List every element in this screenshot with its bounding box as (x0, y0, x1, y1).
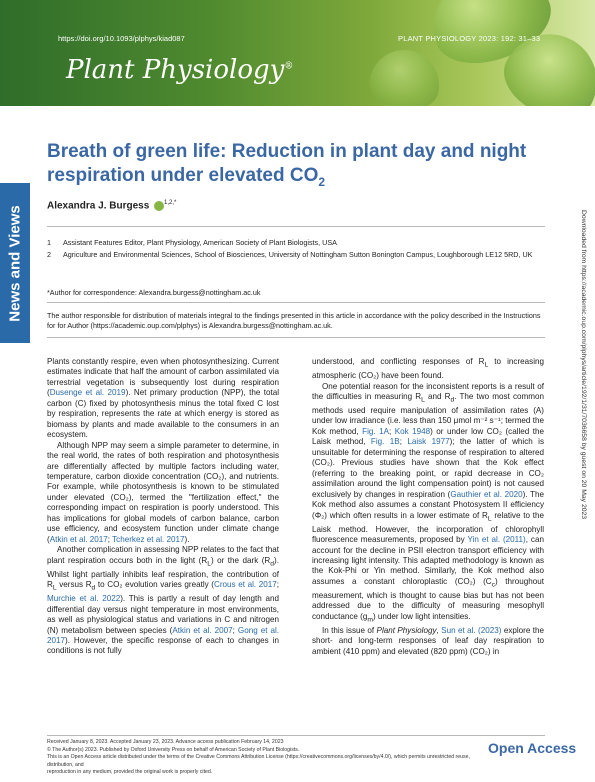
article-title (47, 140, 547, 194)
journal-logo-text: Plant Physiology (66, 55, 285, 85)
body-column-left: Plants constantly respire, even when photosynthesizing. Current estimates indicate that half the amount of carbon assimilated via terrestrial vegetation is subsequently lost during respiration (Dusenge et al. 2019). Net primary production (NPP), the total carbon (C) fixed by photosynthesis minus the total fixed C lost by respiration, represents the rate at which energy is stored as biomass by plants and made available to the consumers in an ecosystem. Although NPP may seem a simple parameter to determine, in the real world, the rates of both respiration and photosynthesis are differentially affected by multiple factors including water, temperature, carbon dioxide concentration (CO₂), and nutrients. For example, while photosynthesis is known to be stimulated under elevated (CO₂), termed the "fertilization effect," the corresponding impact on respiration is poorly understood. This has implications for global models of carbon balance, carbon use efficiency, and ecosystem function under climate change (Atkin et al. 2017; Tcherkez et al. 2017). Another complication in assessing NPP relates to the fact that plant respiration occurs both in the light $(R_L)$ or the dark $(R_d)$. Whilst light partially inhibits leaf respiration, the contribution of $R_L$ versus $R_d$ to CO₂ evolution varies greatly (Crous et al. 2017; Murchie et al. 2022). This is partly a result of day length and differential day versus night temperature in most environments, as well as physiological status and variations in C and nitrogen (N) metabolism between species (Atkin et al. 2007; Gong et al. 2017). However, the specific response of each to changes in conditions is not fully (47, 357, 280, 656)
affiliation-text: Agriculture and Environmental Sciences, School of Biosciences, University of Nottingham Sutton Bonington Campus, Loughborough LE12 5RD, UK (63, 250, 533, 259)
divider (47, 226, 545, 227)
author-name[interactable]: Alexandra J. Burgess (47, 200, 150, 212)
footer-line: reproduction in any medium, provided the original work is properly cited. (47, 769, 213, 775)
body-column-right: understood, and conflicting responses of $R_L$ to increasing atmospheric (CO₂) have been found. One potential reason for the inconsistent reports is a result of the difficulties in measuring $R_L$ and $R_d$. The two most common methods used require manipulation of assimilation rates (A) under low irradiance (i.e. less than 150 μmol m⁻² s⁻¹; termed the Kok method, Fig. 1A; Kok 1948) or under low CO₂ (called the Laisk method, Fig. 1B; Laisk 1977); the latter of which is unsuitable for determining the response of respiration to altered (CO₂). Previous studies have shown that the Kok effect (referring to the breaking point, or rapid decrease in CO₂ assimilation around the light compensation point) is not caused exclusively by changes in respiration (Gauthier et al. 2020). The Kok method also assumes a constant Photosystem II efficiency (Φ₂) which often results in a lower estimate of $R_L$ relative to the Laisk method. However, the incorporation of chlorophyll fluorescence measurements, proposed by Yin et al. (2011), can account for the decline in PSII electron transport efficiency with increasing light intensity. This adapted methodology is known as the Kok-Phi or Yin method. Similarly, the Kok method also assumes a constant chloroplastic (CO₂) $(C_c)$ throughout measurement, which is thought to cause bias but has not been addressed due to the difficulty of measuring mesophyll conductance $(g_m)$ under low light intensities. In this issue of Plant Physiology, Sun et al. (2023) explore the short- and long-term responses of leaf day respiration to ambient (410 ppm) and elevated (820 ppm) (CO₂) in (312, 357, 545, 656)
divider (47, 337, 545, 338)
responsibility-statement: The author responsible for distribution of materials integral to the findings presented in this article in accordance with the policy described in the Instructions for for Author (https://academic.oup.com/plphys) is Alexandra.burgess@nottingham.ac.uk. (47, 311, 541, 330)
author-line (47, 200, 176, 211)
affiliation (47, 250, 542, 260)
leaf-illustration (365, 44, 444, 106)
divider (47, 735, 545, 736)
download-note (578, 210, 590, 570)
footer-notes (47, 739, 477, 777)
open-access-badge: Open Access (488, 740, 577, 756)
affiliation-number: 1 (47, 238, 51, 247)
section-tab-label: News and Views (6, 204, 24, 322)
journal-citation: PLANT PHYSIOLOGY 2023: 192: 31–33 (398, 34, 541, 43)
correspondence: *Author for correspondence: Alexandra.burgess@nottingham.ac.uk (47, 288, 261, 297)
download-note-text: Downloaded from https://academic.oup.com/plphys/article/192/1/31/7036658 by guest on 20 May 2023 (580, 210, 587, 520)
affiliation (47, 238, 542, 248)
orcid-icon[interactable] (154, 201, 164, 211)
affiliation-number: 2 (47, 250, 51, 259)
journal-banner (0, 0, 595, 106)
title-subscript: 2 (318, 174, 326, 189)
registered-mark: ® (284, 61, 294, 72)
journal-logo (66, 55, 293, 85)
article-title-text: Breath of green life: Reduction in plant day and night respiration under elevated CO (47, 141, 527, 186)
footer-line: This is an Open Access article distributed under the terms of the Creative Commons Attribution License (https://creativecommons.org/licenses/by/4.0/), which permits unrestricted reuse, distribution, and (47, 754, 470, 768)
affiliation-text: Assistant Features Editor, Plant Physiology, American Society of Plant Biologists, USA (63, 238, 337, 247)
footer-line: Received January 8, 2023. Accepted January 23, 2023. Advance access publication February 14, 2023 (47, 739, 284, 745)
doi-link[interactable]: https://doi.org/10.1093/plphys/kiad087 (58, 34, 185, 43)
footer-line: © The Author(s) 2023. Published by Oxford University Press on behalf of American Society of Plant Biologists. (47, 746, 300, 753)
divider (47, 302, 545, 303)
section-tab (0, 183, 30, 343)
author-affiliation-marks: 1,2,* (164, 200, 177, 206)
